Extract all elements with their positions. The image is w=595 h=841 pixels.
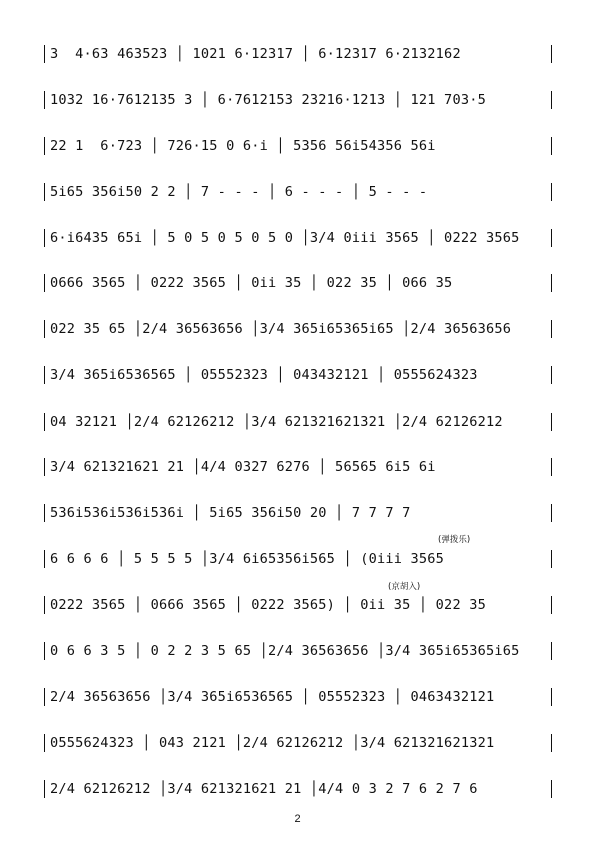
notation-text: 6·i6435 65i │ 5 0 5 0 5 0 5 0 │3/4 0iii 3565 │ 0222 3565 — [50, 230, 520, 246]
score-line — [44, 272, 552, 294]
page-number: 2 — [294, 813, 301, 825]
notation-text: 0666 3565 │ 0222 3565 │ 0ii 35 │ 022 35 │ 066 35 — [50, 275, 453, 291]
score-line — [44, 227, 552, 249]
notation-text: 0 6 6 3 5 │ 0 2 2 3 5 65 │2/4 36563656 │3/4 365i65365i65 — [50, 643, 520, 659]
score-line — [44, 686, 552, 708]
plucked-instruments-annotation: (弹拨乐) — [438, 535, 471, 545]
notation-text: 3 4·63 463523 │ 1021 6·12317 │ 6·12317 6·2132162 — [50, 46, 461, 62]
score-line — [44, 318, 552, 340]
score-line — [44, 548, 552, 570]
score-line — [44, 135, 552, 157]
notation-text: 3/4 621321621 21 │4/4 0327 6276 │ 56565 6i5 6i — [50, 459, 436, 475]
score-line — [44, 181, 552, 203]
score-line — [44, 456, 552, 478]
jinghu-enters-annotation: (京胡入) — [388, 582, 421, 592]
score-line — [44, 43, 552, 65]
notation-text: 2/4 36563656 │3/4 365i6536565 │ 05552323 │ 0463432121 — [50, 689, 495, 705]
notation-text: 1032 16·7612135 3 │ 6·7612153 23216·1213 │ 121 703·5 — [50, 92, 486, 108]
score-line — [44, 411, 552, 433]
notation-text: 0555624323 │ 043 2121 │2/4 62126212 │3/4 621321621321 — [50, 735, 495, 751]
notation-text: 0222 3565 │ 0666 3565 │ 0222 3565) │ 0ii 35 │ 022 35 — [50, 597, 486, 613]
notation-text: 04 32121 │2/4 62126212 │3/4 621321621321 │2/4 62126212 — [50, 414, 503, 430]
notation-text: 6 6 6 6 │ 5 5 5 5 │3/4 6i65356i565 │ (0iii 3565 — [50, 551, 445, 567]
notation-text: 2/4 62126212 │3/4 621321621 21 │4/4 0 3 2 7 6 2 7 6 — [50, 781, 478, 797]
notation-text: 3/4 365i6536565 │ 05552323 │ 043432121 │ 0555624323 — [50, 367, 478, 383]
score-line — [44, 364, 552, 386]
score-line — [44, 732, 552, 754]
notation-text: 022 35 65 │2/4 36563656 │3/4 365i65365i65 │2/4 36563656 — [50, 321, 512, 337]
score-line — [44, 778, 552, 800]
notation-text: 22 1 6·723 │ 726·15 0 6·i │ 5356 56i54356 56i — [50, 138, 436, 154]
notation-text: 536i536i536i536i │ 5i65 356i50 20 │ 7 7 7 7 — [50, 505, 411, 521]
score-line — [44, 89, 552, 111]
score-line — [44, 640, 552, 662]
score-line — [44, 594, 552, 616]
score-line — [44, 502, 552, 524]
notation-text: 5i65 356i50 2 2 │ 7 - - - │ 6 - - - │ 5 - - - — [50, 184, 428, 200]
